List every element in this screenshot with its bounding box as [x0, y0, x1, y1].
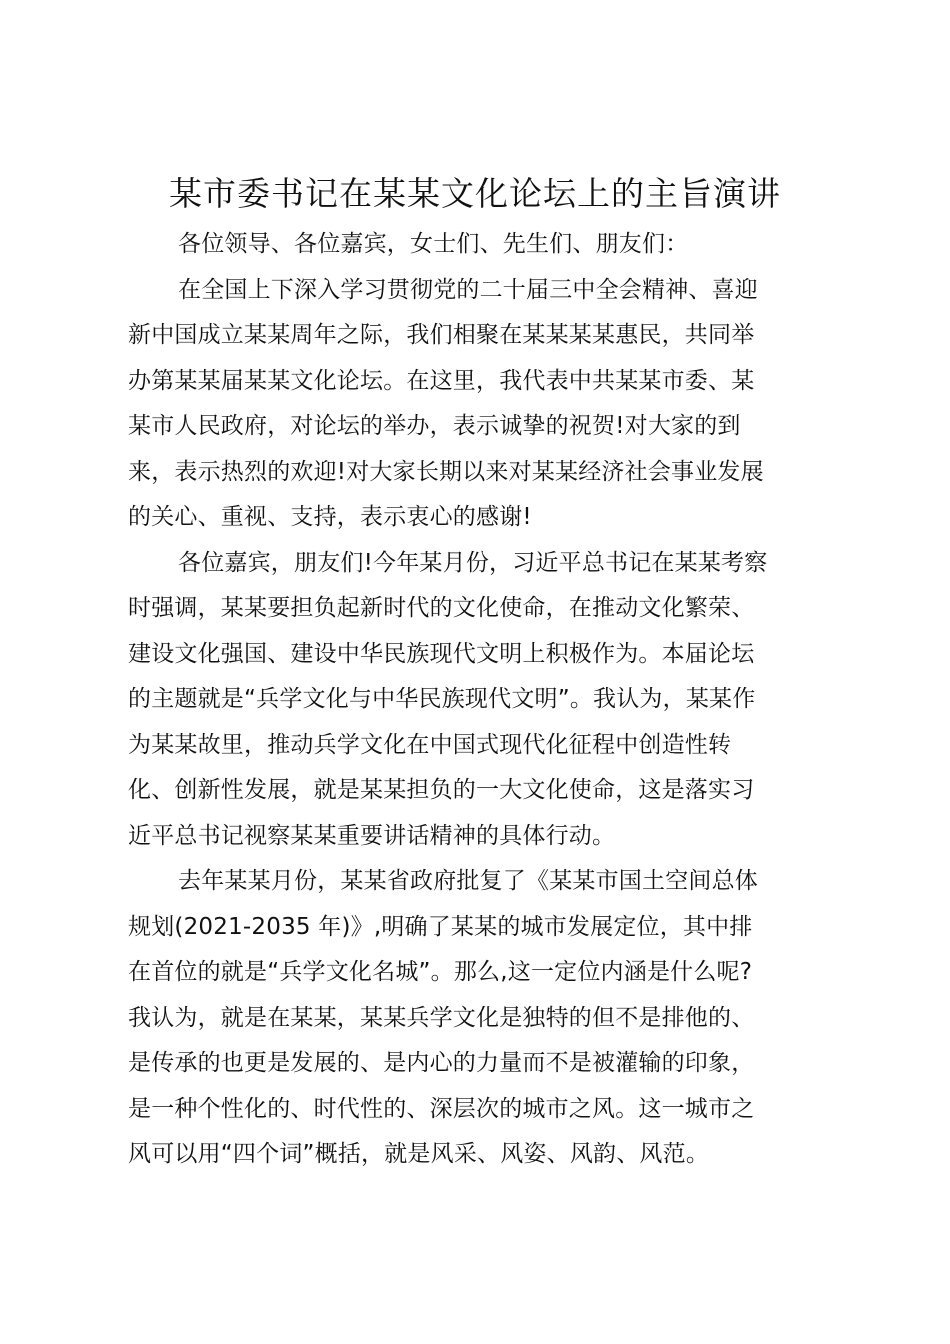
text-line: 我认为，就是在某某，某某兵学文化是独特的但不是排他的、	[128, 1004, 755, 1031]
text-line: 来，表示热烈的欢迎!对大家长期以来对某某经济社会事业发展	[128, 458, 764, 485]
text-line: 近平总书记视察某某重要讲话精神的具体行动。	[128, 822, 616, 849]
text-line: 在首位的就是“兵学文化名城”。那么,这一定位内涵是什么呢?	[128, 959, 753, 985]
text-line: 各位领导、各位嘉宾，女士们、先生们、朋友们：	[178, 231, 689, 257]
paragraph-opening	[128, 268, 832, 541]
text-line: 的关心、重视、支持，表示衷心的感谢!	[128, 504, 532, 530]
text-line: 为某某故里，推动兵学文化在中国式现代化征程中创造性转	[128, 731, 732, 758]
text-line: 去年某某月份，某某省政府批复了《某某市国土空间总体	[178, 868, 758, 894]
text-line: 某市人民政府，对论坛的举办，表示诚挚的祝贺!对大家的到	[128, 413, 741, 439]
paragraph-mission	[128, 541, 832, 860]
text-line: 办第某某届某某文化论坛。在这里，我代表中共某某市委、某	[128, 367, 755, 394]
document-body	[128, 222, 832, 1178]
text-line: 时强调，某某要担负起新时代的文化使命，在推动文化繁荣、	[128, 595, 755, 621]
paragraph-greeting	[128, 222, 832, 268]
text-line: 各位嘉宾，朋友们!今年某月份，习近平总书记在某某考察	[178, 549, 768, 576]
text-line: 规划(2021-2035 年)》,明确了某某的城市发展定位，其中排	[128, 913, 753, 940]
text-line: 新中国成立某某周年之际，我们相聚在某某某某惠民，共同举	[128, 322, 755, 348]
text-line: 风可以用“四个词”概括，就是风采、风姿、风韵、风范。	[128, 1141, 710, 1167]
text-line: 的主题就是“兵学文化与中华民族现代文明”。我认为，某某作	[128, 686, 756, 712]
text-line: 是传承的也更是发展的、是内心的力量而不是被灌输的印象，	[128, 1050, 755, 1076]
text-line: 建设文化强国、建设中华民族现代文明上积极作为。本届论坛	[128, 640, 755, 667]
text-line: 化、创新性发展，就是某某担负的一大文化使命，这是落实习	[128, 777, 755, 803]
text-line: 在全国上下深入学习贯彻党的二十届三中全会精神、喜迎	[178, 276, 758, 303]
paragraph-positioning	[128, 859, 832, 1178]
document-title: 某市委书记在某某文化论坛上的主旨演讲	[169, 174, 781, 213]
text-line: 是一种个性化的、时代性的、深层次的城市之风。这一城市之	[128, 1095, 755, 1122]
